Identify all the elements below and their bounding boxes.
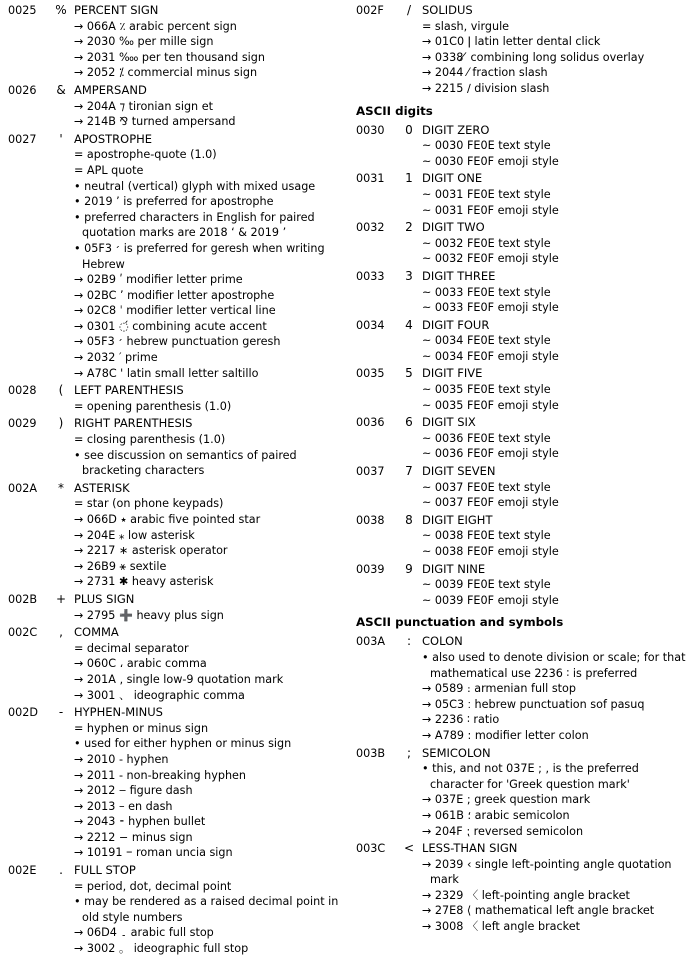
char-entry [8, 132, 343, 382]
char-entry [8, 83, 343, 130]
char-entry [356, 634, 686, 743]
char-details [74, 416, 343, 478]
char-entry [8, 3, 343, 81]
char-entry [8, 625, 343, 703]
char-code: 002E [8, 864, 37, 878]
char-entry [356, 123, 686, 170]
char-code: 002D [8, 706, 38, 720]
annotation-line: ~ 0038 FE0E text style [422, 529, 551, 543]
annotation-line: → 3001 、 ideographic comma [74, 688, 245, 702]
char-code: 003B [356, 746, 386, 760]
char-glyph: + [55, 591, 67, 606]
char-entry [356, 269, 686, 316]
char-glyph: 2 [405, 220, 413, 235]
char-glyph: / [406, 3, 412, 17]
char-name: DIGIT SIX [422, 415, 476, 430]
char-entry [8, 481, 343, 590]
char-name: DIGIT TWO [422, 220, 485, 235]
char-name: HYPHEN-MINUS [74, 705, 163, 720]
char-code: 0034 [356, 318, 385, 332]
char-entry [8, 705, 343, 861]
char-details [74, 863, 343, 957]
char-entry [356, 318, 686, 365]
annotation-line: → 2032 ′ prime [74, 351, 158, 365]
char-name: COMMA [74, 625, 119, 640]
char-details [422, 415, 686, 462]
char-details [74, 3, 343, 81]
char-details [74, 383, 343, 414]
char-entry [356, 220, 686, 267]
char-code: 0029 [8, 417, 37, 431]
annotation-line: → 214B ⅋ turned ampersand [74, 115, 236, 129]
annotation-line: → 066A ٪ arabic percent sign [74, 19, 237, 33]
annotation-line: = APL quote [74, 163, 144, 177]
section-heading-digits: ASCII digits [356, 103, 433, 118]
char-details [422, 464, 686, 511]
annotation-line: → 0589 ։ armenian full stop [422, 682, 576, 696]
char-name: PERCENT SIGN [74, 3, 159, 17]
char-name: PLUS SIGN [74, 591, 135, 606]
annotation-line: ~ 0037 FE0E text style [422, 480, 551, 494]
annotation-line: = period, dot, decimal point [74, 879, 232, 893]
char-name: LEFT PARENTHESIS [74, 383, 184, 398]
char-glyph: 0 [405, 122, 413, 137]
annotation-line: → 02C8 ˈ modifier letter vertical line [74, 304, 276, 318]
annotation-line: → 201A ‚ single low-9 quotation mark [74, 672, 284, 686]
char-glyph: ( [58, 383, 64, 398]
annotation-line: → 2010 ‐ hyphen [74, 752, 169, 766]
char-code: 0033 [356, 269, 385, 283]
annotation-line: → 204A ⁊ tironian sign et [74, 99, 213, 113]
char-name: RIGHT PARENTHESIS [74, 416, 193, 431]
char-details [422, 3, 686, 97]
annotation-line: • see discussion on semantics of paired bracketing characters [74, 448, 297, 478]
annotation-line: ~ 0035 FE0F emoji style [422, 398, 559, 412]
annotation-line: → 10191 𐆑 roman uncia sign [74, 846, 233, 860]
annotation-line: → 037E ; greek question mark [422, 793, 591, 807]
section-heading-punctuation: ASCII punctuation and symbols [356, 615, 564, 630]
char-name: LESS-THAN SIGN [422, 841, 518, 856]
char-name: DIGIT ZERO [422, 122, 490, 137]
char-name: SOLIDUS [422, 3, 473, 17]
annotation-line: → 066D ٭ arabic five pointed star [74, 513, 261, 526]
annotation-line: ~ 0034 FE0F emoji style [422, 349, 559, 363]
char-name: DIGIT EIGHT [422, 512, 493, 527]
annotation-line: • also used to denote division or scale; for that mathematical use 2236 ∶ is preferred [422, 650, 686, 680]
annotation-line: → 2030 ‰ per mille sign [74, 35, 214, 49]
annotation-line: → 2013 – en dash [74, 799, 173, 813]
annotation-line: • neutral (vertical) glyph with mixed usage [74, 179, 316, 193]
char-entry [8, 383, 343, 414]
annotation-line: = hyphen or minus sign [74, 721, 209, 735]
char-glyph: ) [58, 416, 64, 431]
char-glyph: 1 [405, 171, 413, 186]
char-details [422, 746, 686, 840]
annotation-line: → 2031 ‱ per ten thousand sign [74, 50, 265, 64]
char-name: AMPERSAND [74, 82, 147, 97]
char-code: 0030 [356, 123, 385, 137]
char-glyph: * [58, 480, 64, 495]
annotation-line: ~ 0039 FE0F emoji style [422, 593, 559, 607]
annotation-line: → 06D4 ۔ arabic full stop [74, 926, 214, 940]
char-details [422, 318, 686, 365]
char-code: 0031 [356, 172, 385, 186]
char-details [422, 269, 686, 316]
annotation-line: → 01C0 ǀ latin letter dental click [422, 35, 601, 49]
annotation-line: → 2043 ⁃ hyphen bullet [74, 815, 206, 829]
char-details [422, 220, 686, 267]
annotation-line: → 2212 − minus sign [74, 830, 193, 844]
char-code: 003C [356, 842, 386, 856]
char-name: DIGIT SEVEN [422, 464, 496, 479]
annotation-line: • this, and not 037E ; , is the preferred character for 'Greek question mark' [422, 762, 639, 791]
annotation-line: ~ 0038 FE0F emoji style [422, 545, 559, 558]
annotation-line: ~ 0036 FE0F emoji style [422, 447, 559, 461]
annotation-line: → 0338 ̸ combining long solidus overlay [422, 50, 645, 64]
annotation-line: ~ 0037 FE0F emoji style [422, 496, 559, 510]
annotation-line: = star (on phone keypads) [74, 497, 224, 511]
char-entry [356, 513, 686, 560]
annotation-line: = apostrophe-quote (1.0) [74, 148, 217, 162]
char-code: 002B [8, 592, 38, 606]
char-details [74, 481, 343, 590]
char-glyph: 8 [405, 512, 413, 527]
char-name: DIGIT THREE [422, 268, 496, 283]
annotation-line: ~ 0033 FE0E text style [422, 285, 551, 299]
char-details [422, 634, 686, 743]
char-details [422, 562, 686, 609]
char-details [74, 132, 343, 382]
annotation-line: → 2052 ⁒ commercial minus sign [74, 66, 258, 80]
annotation-line: → 060C ، arabic comma [74, 657, 207, 671]
char-entry [356, 841, 686, 935]
annotation-line: → 2044 ⁄ fraction slash [422, 66, 548, 80]
annotation-line: • 05F3 ׳ is preferred for geresh when writing Hebrew [74, 241, 325, 271]
char-glyph: - [58, 705, 64, 720]
char-code: 0036 [356, 416, 385, 430]
char-glyph: ; [406, 745, 412, 760]
char-entry [356, 366, 686, 413]
char-glyph: : [406, 634, 412, 649]
char-glyph: ' [59, 131, 63, 146]
annotation-line: ~ 0030 FE0F emoji style [422, 154, 559, 168]
left-column [8, 3, 343, 959]
char-glyph: , [59, 625, 63, 640]
char-glyph: . [59, 863, 63, 878]
char-entry [8, 863, 343, 957]
annotation-line: ~ 0036 FE0E text style [422, 431, 551, 445]
char-entry [356, 464, 686, 511]
char-code: 0026 [8, 83, 37, 97]
char-name: FULL STOP [74, 863, 136, 878]
char-name: DIGIT FIVE [422, 366, 483, 381]
char-glyph: < [403, 841, 415, 856]
left-entry-list [8, 3, 343, 957]
annotation-line: → 05C3 ׃ hebrew punctuation sof pasuq [422, 697, 645, 711]
char-name: DIGIT ONE [422, 171, 483, 186]
char-name: SEMICOLON [422, 745, 491, 760]
annotation-line: → 0301 ◌́ combining acute accent [74, 319, 267, 333]
annotation-line: → 3008 〈 left angle bracket [422, 920, 581, 934]
char-details [422, 841, 686, 935]
annotation-line: ~ 0039 FE0E text style [422, 578, 551, 592]
annotation-line: → 26B9 ⚹ sextile [74, 559, 167, 573]
char-code: 002C [8, 626, 38, 640]
char-entry [356, 415, 686, 462]
char-code: 0037 [356, 465, 385, 479]
char-code: 0025 [8, 4, 37, 17]
char-glyph: 9 [405, 561, 413, 576]
char-entry [356, 3, 686, 97]
annotation-line: • 2019 ’ is preferred for apostrophe [74, 195, 274, 209]
char-code: 003A [356, 635, 386, 649]
annotation-line: • used for either hyphen or minus sign [74, 737, 292, 751]
annotation-line: = slash, virgule [422, 19, 510, 33]
annotation-line: → 2039 ‹ single left-pointing angle quotation mark [422, 857, 672, 887]
char-code: 0035 [356, 367, 385, 381]
right-top-entry-list [356, 3, 686, 97]
annotation-line: ~ 0033 FE0F emoji style [422, 301, 559, 315]
annotation-line: ~ 0030 FE0E text style [422, 139, 551, 153]
char-glyph: 6 [405, 415, 413, 430]
char-name: COLON [422, 634, 463, 649]
char-entry [356, 746, 686, 840]
char-details [422, 513, 686, 560]
char-code: 0038 [356, 513, 385, 527]
annotation-line: → 2012 ‒ figure dash [74, 784, 193, 798]
char-glyph: 5 [405, 366, 413, 381]
char-code: 0028 [8, 384, 37, 398]
char-entry [8, 416, 343, 478]
annotation-line: → 061B ؛ arabic semicolon [422, 808, 570, 822]
annotation-line: → 02B9 ʹ modifier letter prime [74, 273, 243, 287]
annotation-line: ~ 0035 FE0E text style [422, 383, 551, 397]
char-glyph: 4 [405, 317, 413, 332]
char-glyph: 7 [405, 464, 413, 479]
char-details [74, 83, 343, 130]
char-details [74, 625, 343, 703]
char-name: APOSTROPHE [74, 131, 153, 146]
annotation-line: → 27E8 ⟨ mathematical left angle bracket [422, 904, 655, 918]
char-code: 0032 [356, 221, 385, 235]
right-column [356, 3, 686, 937]
char-name: ASTERISK [74, 480, 130, 495]
annotation-line: ~ 0031 FE0E text style [422, 187, 551, 201]
annotation-line: → 2215 ∕ division slash [422, 81, 550, 95]
annotation-line: • preferred characters in English for paired quotation marks are 2018 ‘ & 2019 ’ [74, 210, 315, 240]
char-name: DIGIT NINE [422, 561, 486, 576]
annotation-line: → A789 ꞉ modifier letter colon [422, 728, 589, 742]
char-details [422, 123, 686, 170]
char-entry [356, 562, 686, 609]
char-details [422, 171, 686, 218]
annotation-line: → 05F3 ׳ hebrew punctuation geresh [74, 335, 281, 349]
annotation-line: → 02BC ʼ modifier letter apostrophe [74, 288, 275, 302]
char-code: 0027 [8, 132, 37, 146]
char-entry [8, 592, 343, 623]
char-name: DIGIT FOUR [422, 317, 490, 332]
annotation-line: ~ 0032 FE0E text style [422, 236, 551, 250]
annotation-line: → 2795 ➕ heavy plus sign [74, 608, 224, 622]
char-details [74, 705, 343, 861]
char-glyph: % [55, 3, 67, 17]
digit-entry-list [356, 123, 686, 609]
annotation-line: ~ 0034 FE0E text style [422, 334, 551, 348]
annotation-line: = closing parenthesis (1.0) [74, 433, 226, 447]
char-glyph: & [56, 82, 66, 97]
char-code: 0039 [356, 562, 385, 576]
annotation-line: = opening parenthesis (1.0) [74, 399, 232, 413]
char-entry [356, 171, 686, 218]
annotation-line: • may be rendered as a raised decimal point in old style numbers [74, 895, 339, 924]
annotation-line: ~ 0031 FE0F emoji style [422, 203, 559, 217]
char-glyph: 3 [405, 268, 413, 283]
annotation-line: → 204E ⁎ low asterisk [74, 528, 195, 542]
annotation-line: → 2236 ∶ ratio [422, 713, 500, 727]
char-code: 002A [8, 481, 38, 495]
char-details [74, 592, 343, 623]
annotation-line: → 2731 ✱ heavy asterisk [74, 575, 214, 589]
annotation-line: = decimal separator [74, 641, 189, 655]
punctuation-entry-list [356, 634, 686, 934]
annotation-line: → 2011 ‑ non-breaking hyphen [74, 768, 247, 782]
annotation-line: → 2329 〈 left-pointing angle bracket [422, 888, 630, 902]
annotation-line: → 2217 ∗ asterisk operator [74, 544, 228, 558]
annotation-line: ~ 0032 FE0F emoji style [422, 252, 559, 266]
char-code: 002F [356, 4, 384, 17]
annotation-line: → 3002 。 ideographic full stop [74, 942, 249, 956]
annotation-line: → 204F ⁏ reversed semicolon [422, 824, 584, 838]
annotation-line: → A78C ꞌ latin small letter saltillo [74, 366, 259, 380]
char-details [422, 366, 686, 413]
